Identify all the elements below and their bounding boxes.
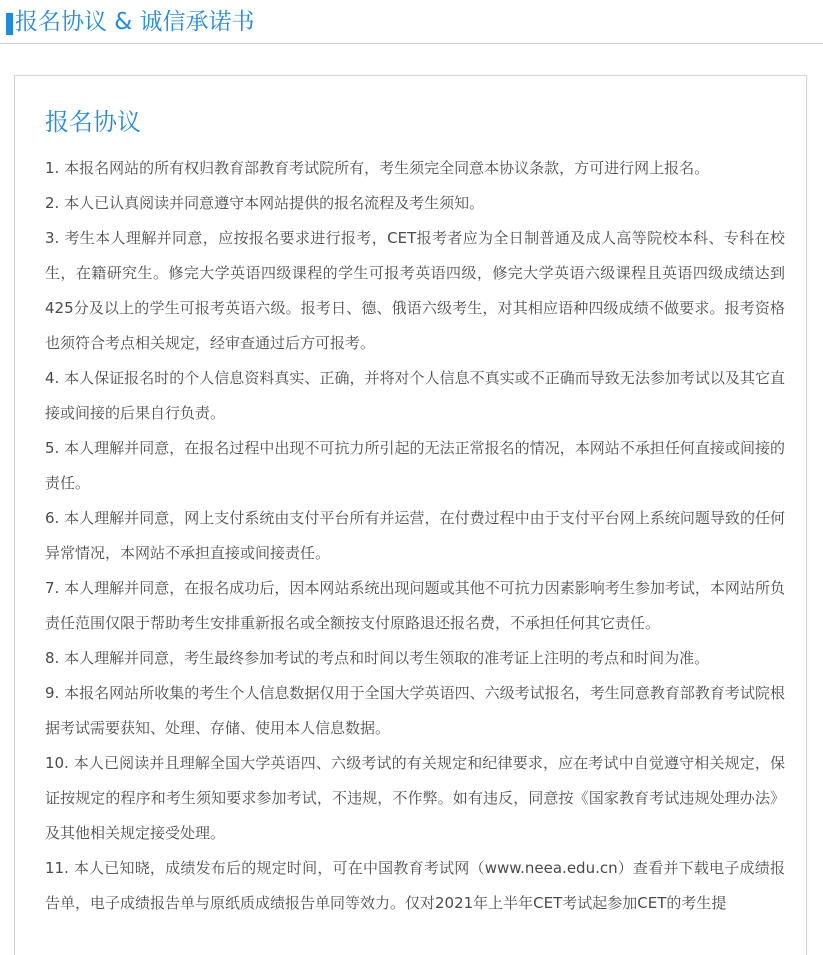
agreement-term-8: 8. 本人理解并同意，考生最终参加考试的考点和时间以考生领取的准考证上注明的考点和时间为准。 [45,649,710,667]
agreement-term-4: 4. 本人保证报名时的个人信息资料真实、正确，并将对个人信息不真实或不正确而导致无法参加考试以及其它直接或间接的后果自行负责。 [45,369,785,422]
agreement-term-6: 6. 本人理解并同意，网上支付系统由支付平台所有并运营，在付费过程中由于支付平台网上系统问题导致的任何异常情况，本网站不承担直接或间接责任。 [45,509,785,562]
page-title: 报名协议 & 诚信承诺书 [15,9,255,35]
agreement-term-10: 10. 本人已阅读并且理解全国大学英语四、六级考试的有关规定和纪律要求，应在考试中自觉遵守相关规定，保证按规定的程序和考生须知要求参加考试，不违规，不作弊。如有违反，同意按《国家教育考试违规处理办法》及其他相关规定接受处理。 [45,754,785,842]
agreement-term-9: 9. 本报名网站所收集的考生个人信息数据仅用于全国大学英语四、六级考试报名，考生同意教育部教育考试院根据考试需要获知、处理、存储、使用本人信息数据。 [45,684,785,737]
agreement-title: 报名协议 [45,108,141,136]
page-header [0,0,823,44]
agreement-term-2: 2. 本人已认真阅读并同意遵守本网站提供的报名流程及考生须知。 [45,194,485,212]
agreement-card [14,75,807,955]
agreement-term-5: 5. 本人理解并同意，在报名过程中出现不可抗力所引起的无法正常报名的情况，本网站不承担任何直接或间接的责任。 [45,439,785,492]
agreement-term-1: 1. 本报名网站的所有权归教育部教育考试院所有，考生须完全同意本协议条款，方可进行网上报名。 [45,159,710,177]
agreement-term-3: 3. 考生本人理解并同意，应按报名要求进行报考，CET报考者应为全日制普通及成人高等院校本科、专科在校生，在籍研究生。修完大学英语四级课程的学生可报考英语四级，修完大学英语六级课程且英语四级成绩达到425分及以上的学生可报考英语六级。报考日、德、俄语六级考生，对其相应语种四级成绩不做要求。报考资格也须符合考点相关规定，经审查通过后方可报考。 [45,229,785,352]
agreement-term-11: 11. 本人已知晓，成绩发布后的规定时间，可在中国教育考试网（www.neea.edu.cn）查看并下载电子成绩报告单，电子成绩报告单与原纸质成绩报告单同等效力。仅对2021年上半年CET考试起参加CET的考生提 [45,859,785,912]
header-accent-bar [6,13,13,35]
agreement-terms-list [45,151,785,921]
agreement-term-7: 7. 本人理解并同意，在报名成功后，因本网站系统出现问题或其他不可抗力因素影响考生参加考试，本网站所负责任范围仅限于帮助考生安排重新报名或全额按支付原路退还报名费，不承担任何其它责任。 [45,579,785,632]
